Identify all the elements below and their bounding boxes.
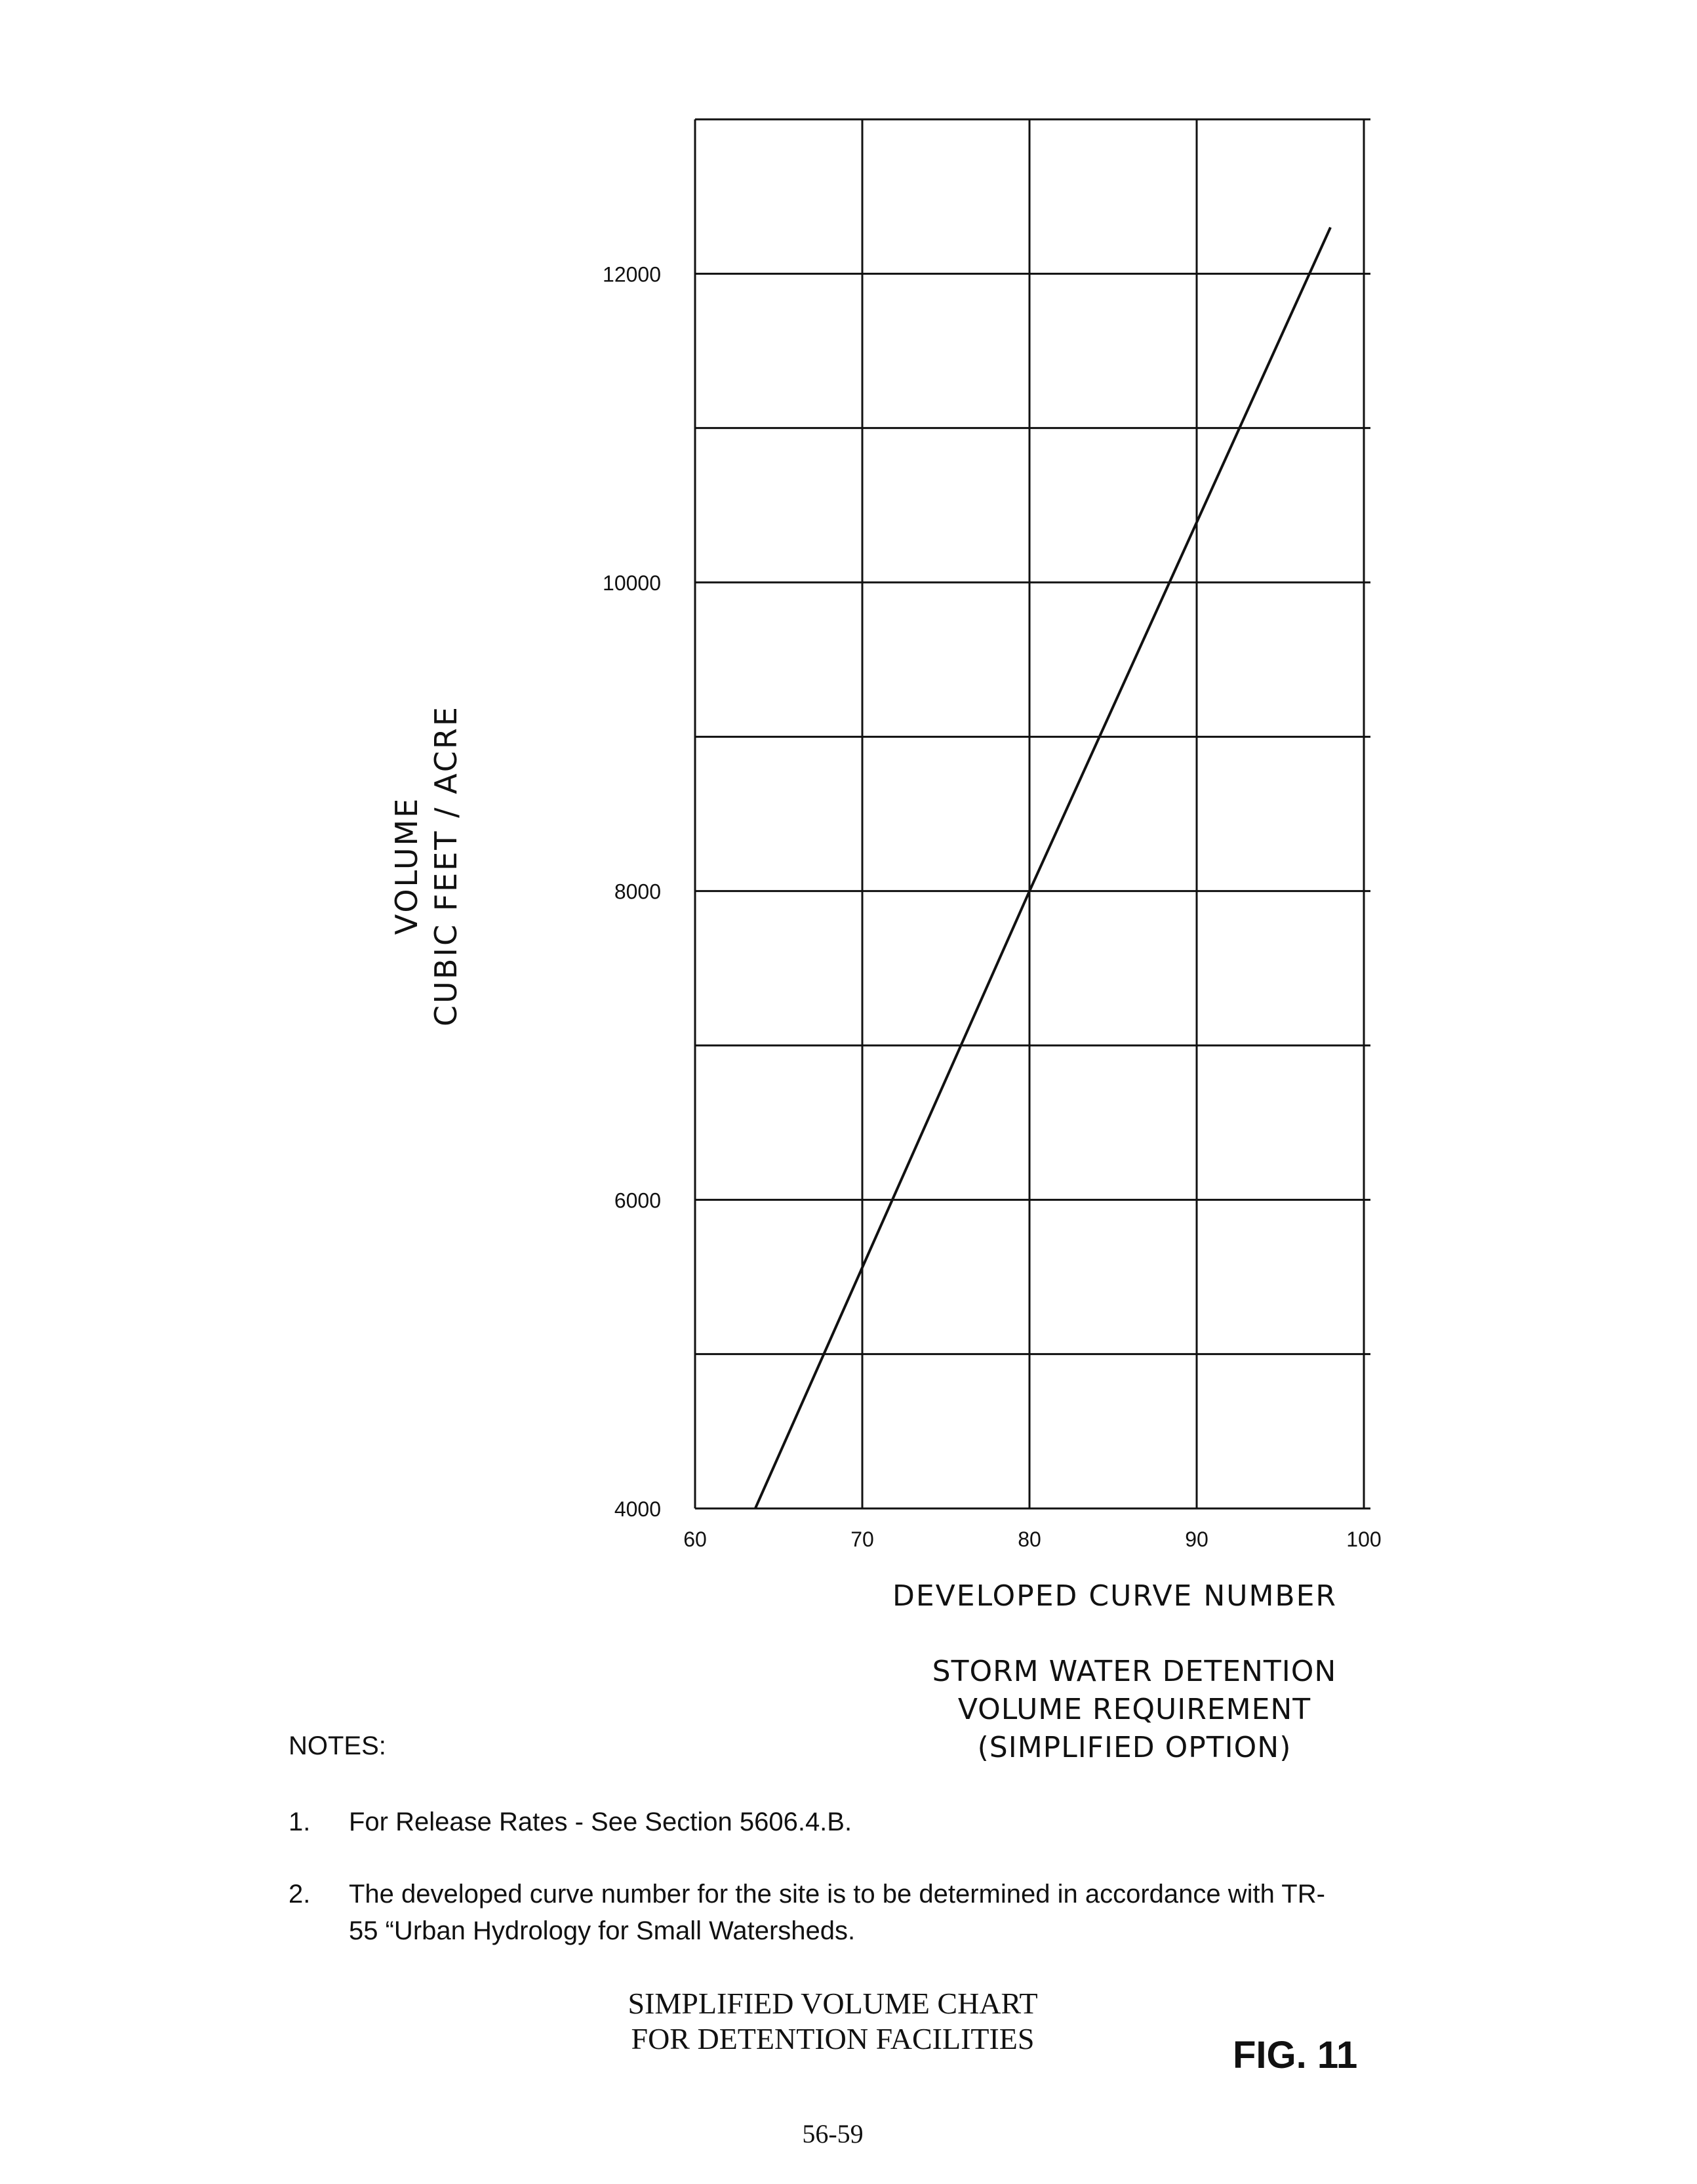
y-tick-label: 6000 xyxy=(614,1188,661,1213)
figure-caption-line-2: FOR DETENTION FACILITIES xyxy=(631,2022,1035,2055)
y-tick-label: 4000 xyxy=(614,1497,661,1521)
x-tick-label: 60 xyxy=(683,1527,707,1551)
figure-caption-line-1: SIMPLIFIED VOLUME CHART xyxy=(628,1987,1038,2020)
note-number: 1. xyxy=(289,1808,311,1836)
note-number: 2. xyxy=(289,1880,311,1909)
x-tick-label: 90 xyxy=(1185,1527,1208,1551)
y-tick-label: 10000 xyxy=(603,571,661,595)
chart-title-line-1: STORM WATER DETENTION xyxy=(932,1655,1337,1688)
x-tick-label: 70 xyxy=(850,1527,874,1551)
figure-number: FIG. 11 xyxy=(1233,2034,1358,2076)
y-axis-label-line-1: VOLUME xyxy=(389,796,424,935)
page-number: 56-59 xyxy=(802,2119,864,2149)
chart-title-line-2: VOLUME REQUIREMENT xyxy=(957,1693,1311,1726)
y-axis-label-line-2: CUBIC FEET / ACRE xyxy=(428,705,464,1026)
chart-title-line-3: (SIMPLIFIED OPTION) xyxy=(977,1731,1292,1764)
note-text: For Release Rates - See Section 5606.4.B. xyxy=(349,1808,852,1836)
y-tick-label: 12000 xyxy=(603,262,661,287)
x-axis-label: DEVELOPED CURVE NUMBER xyxy=(892,1579,1337,1613)
y-axis-label xyxy=(387,603,505,1128)
note-text: The developed curve number for the site is to be determined in accordance with TR-55 “Urban Hydrology for Small Watersheds. xyxy=(349,1880,1325,1945)
y-tick-label: 8000 xyxy=(614,880,661,904)
notes-heading: NOTES: xyxy=(289,1731,386,1760)
x-tick-label: 100 xyxy=(1346,1527,1382,1551)
x-tick-label: 80 xyxy=(1018,1527,1041,1551)
series-line xyxy=(755,228,1330,1508)
chart-title xyxy=(866,1653,1403,1767)
figure-caption xyxy=(538,1986,1128,2057)
